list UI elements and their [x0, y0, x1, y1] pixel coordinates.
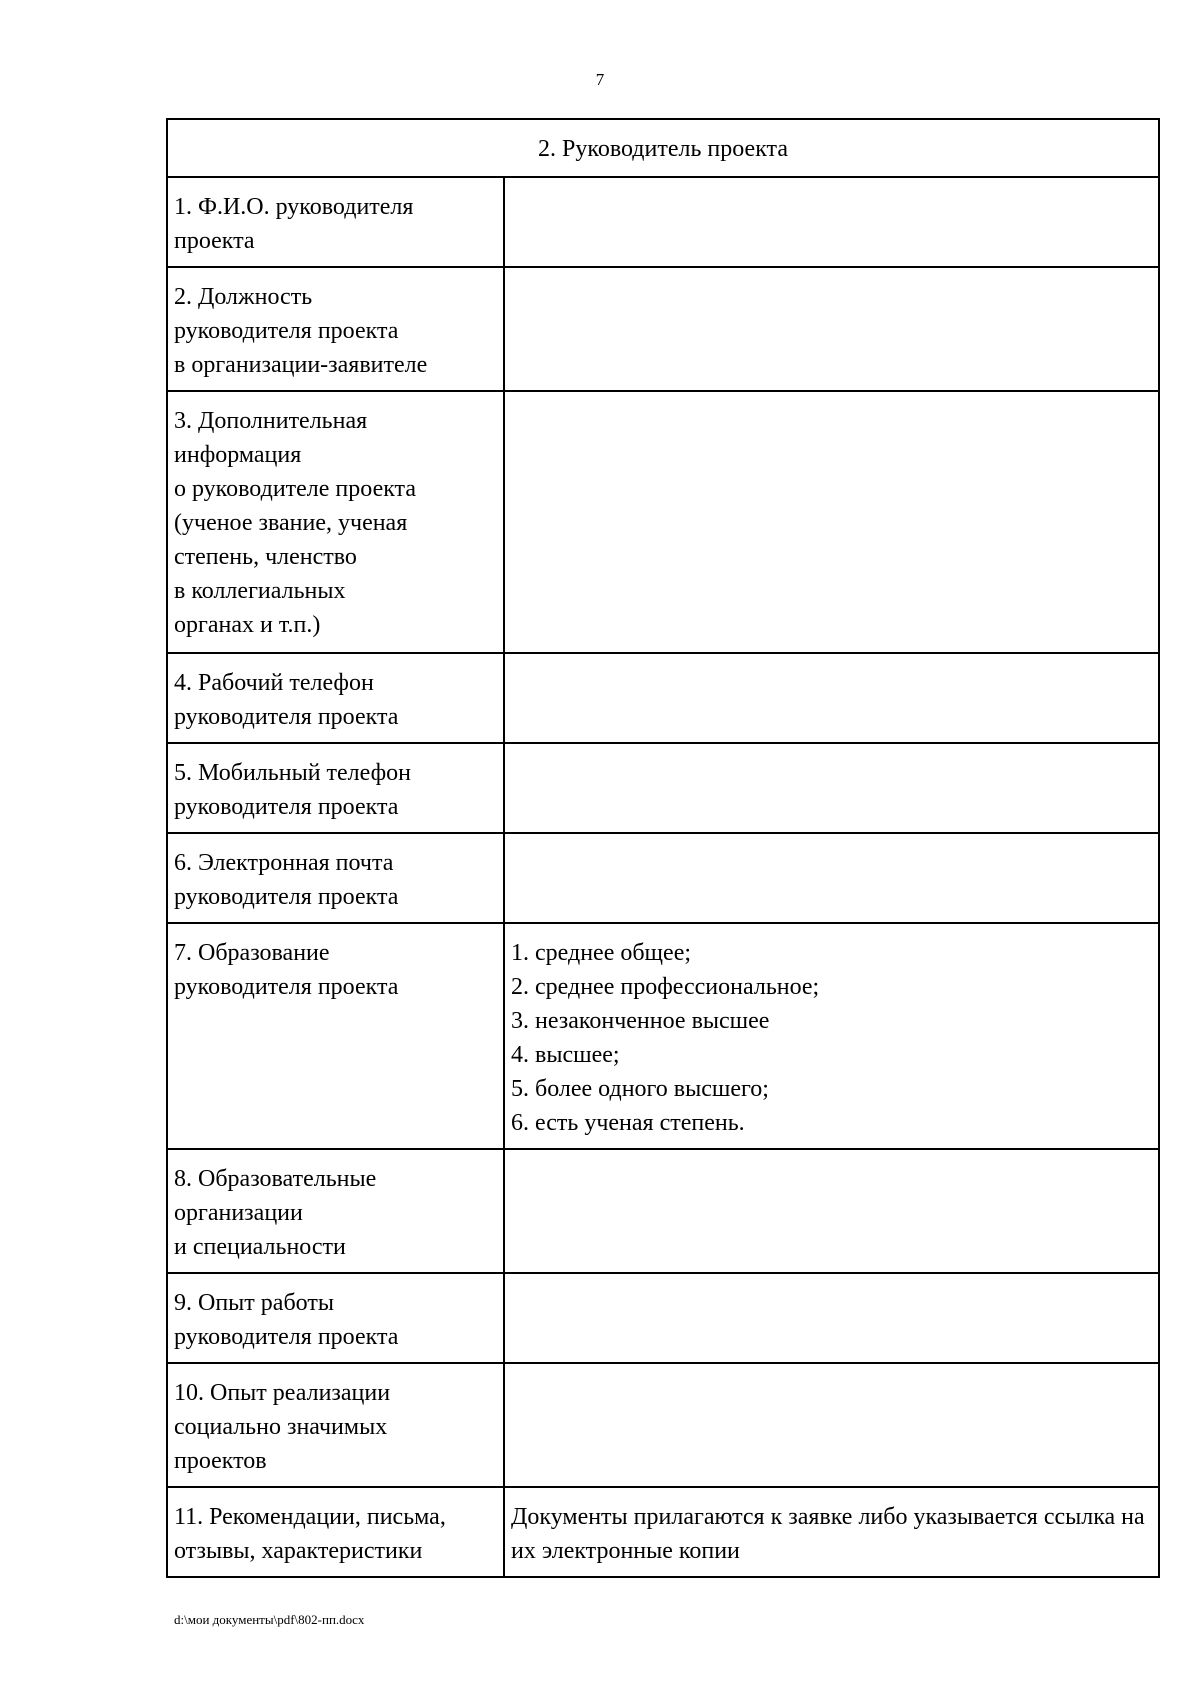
footer-file-path: d:\мои документы\pdf\802-пп.docx: [174, 1612, 365, 1627]
page-number: 7: [595, 70, 605, 89]
table-row: [167, 1363, 1159, 1487]
field-value-recommendations: Документы прилагаются к заявке либо указывается ссылка на их электронные копии: [504, 1487, 1159, 1577]
label-line: руководителя проекта: [174, 794, 399, 820]
field-value-work-experience[interactable]: [504, 1273, 1159, 1363]
table-row: [167, 177, 1159, 267]
label-line: 2. Должность: [174, 284, 313, 310]
label-line: в организации-заявителе: [174, 352, 428, 378]
label-line: 8. Образовательные: [174, 1166, 377, 1192]
label-line: руководителя проекта: [174, 974, 399, 1000]
education-option[interactable]: 3. незаконченное высшее: [511, 1008, 770, 1034]
field-value-mobile-phone[interactable]: [504, 743, 1159, 833]
field-label-mobile-phone: [167, 743, 504, 833]
education-option[interactable]: 2. среднее профессиональное;: [511, 974, 820, 1000]
field-value-additional-info[interactable]: [504, 391, 1159, 653]
label-line: в коллегиальных: [174, 578, 346, 604]
table-row: [167, 833, 1159, 923]
label-line: руководителя проекта: [174, 1324, 399, 1350]
label-line: 9. Опыт работы: [174, 1290, 334, 1316]
label-line: и специальности: [174, 1234, 346, 1260]
label-line: проекта: [174, 228, 255, 254]
label-line: 7. Образование: [174, 940, 330, 966]
label-line: руководителя проекта: [174, 318, 399, 344]
label-line: (ученое звание, ученая: [174, 510, 408, 536]
education-option[interactable]: 5. более одного высшего;: [511, 1076, 769, 1102]
label-line: 6. Электронная почта: [174, 850, 394, 876]
label-line: организации: [174, 1200, 303, 1226]
field-label-work-experience: [167, 1273, 504, 1363]
label-line: 3. Дополнительная: [174, 408, 368, 434]
label-line: информация: [174, 442, 302, 468]
label-line: степень, членство: [174, 544, 357, 570]
field-value-education-options: [504, 923, 1159, 1149]
label-line: отзывы, характеристики: [174, 1538, 423, 1564]
field-value-work-phone[interactable]: [504, 653, 1159, 743]
table-row: [167, 653, 1159, 743]
label-line: руководителя проекта: [174, 704, 399, 730]
table-row: [167, 1149, 1159, 1273]
table-row: [167, 1487, 1159, 1577]
field-label-recommendations: [167, 1487, 504, 1577]
field-label-full-name: [167, 177, 504, 267]
section-header-row: [167, 119, 1159, 177]
label-line: 4. Рабочий телефон: [174, 670, 374, 696]
table-row: [167, 1273, 1159, 1363]
field-value-email[interactable]: [504, 833, 1159, 923]
label-line: 1. Ф.И.О. руководителя: [174, 194, 414, 220]
table-row: [167, 391, 1159, 653]
table-row: [167, 267, 1159, 391]
label-line: 10. Опыт реализации: [174, 1380, 391, 1406]
label-line: руководителя проекта: [174, 884, 399, 910]
field-value-educational-orgs[interactable]: [504, 1149, 1159, 1273]
field-value-position[interactable]: [504, 267, 1159, 391]
education-option[interactable]: 1. среднее общее;: [511, 940, 692, 966]
label-line: 11. Рекомендации, письма,: [174, 1504, 446, 1530]
section-title: 2. Руководитель проекта: [167, 119, 1159, 177]
table-row: [167, 743, 1159, 833]
field-label-education: [167, 923, 504, 1149]
education-option[interactable]: 4. высшее;: [511, 1042, 620, 1068]
label-line: органах и т.п.): [174, 612, 321, 638]
label-line: проектов: [174, 1448, 267, 1474]
label-line: о руководителе проекта: [174, 476, 416, 502]
field-label-email: [167, 833, 504, 923]
label-line: социально значимых: [174, 1414, 388, 1440]
field-label-additional-info: [167, 391, 504, 653]
label-line: 5. Мобильный телефон: [174, 760, 411, 786]
field-label-educational-orgs: [167, 1149, 504, 1273]
field-label-social-projects: [167, 1363, 504, 1487]
field-value-social-projects[interactable]: [504, 1363, 1159, 1487]
education-option[interactable]: 6. есть ученая степень.: [511, 1110, 745, 1136]
table-row: [167, 923, 1159, 1149]
field-label-work-phone: [167, 653, 504, 743]
field-label-position: [167, 267, 504, 391]
project-leader-table: [166, 118, 1160, 1578]
field-value-full-name[interactable]: [504, 177, 1159, 267]
